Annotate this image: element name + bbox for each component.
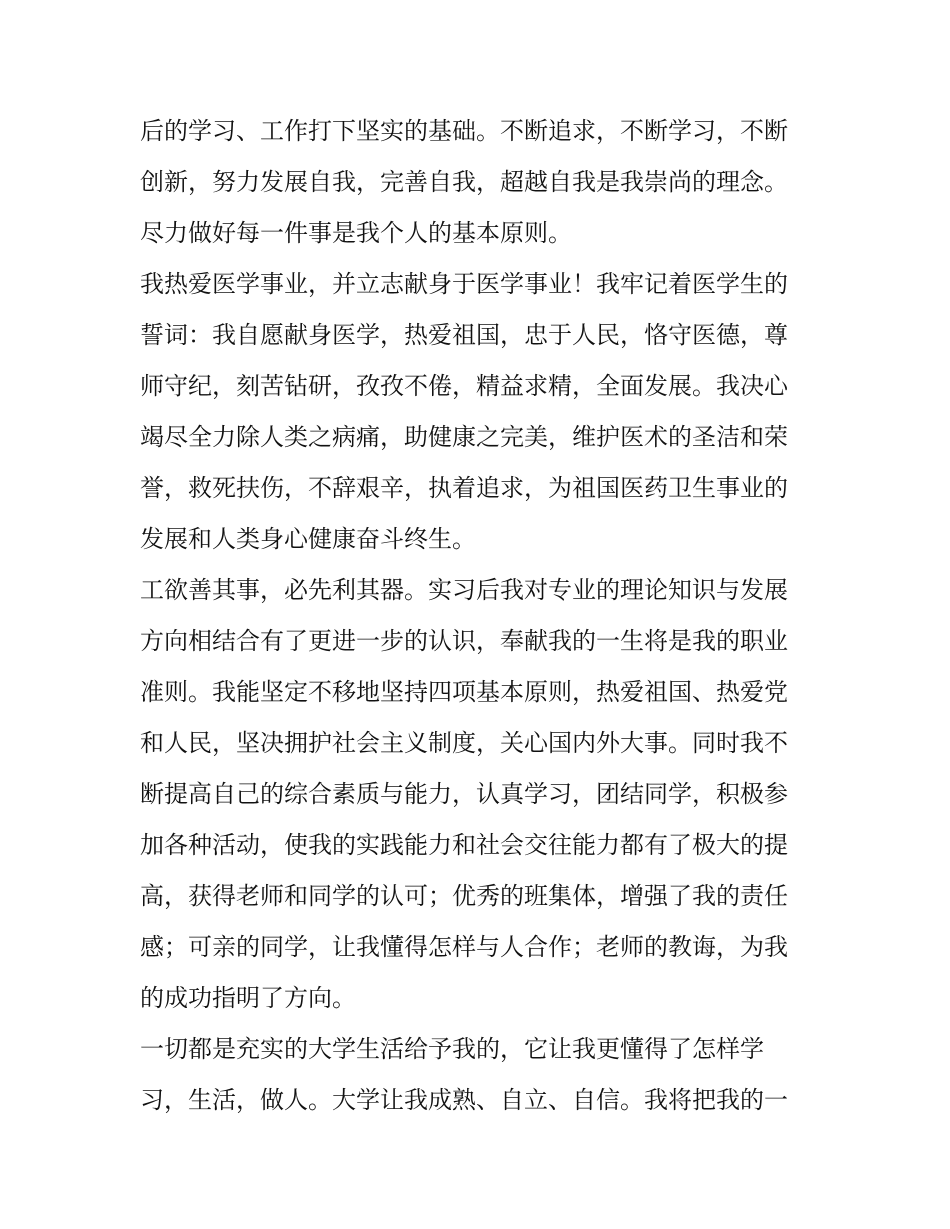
text-line: 竭尽全力除人类之病痛，助健康之完美，维护医术的圣洁和荣 — [140, 423, 788, 451]
text-line: 感；可亲的同学，让我懂得怎样与人合作；老师的教诲，为我 — [140, 933, 788, 961]
paragraph-3 — [140, 565, 820, 1024]
text-line: 习，生活，做人。大学让我成熟、自立、自信。我将把我的一 — [140, 1086, 788, 1114]
text-line: 方向相结合有了更进一步的认识，奉献我的一生将是我的职业 — [140, 627, 788, 655]
text-line: 工欲善其事，必先利其器。实习后我对专业的理论知识与发展 — [140, 576, 788, 604]
text-line: 加各种活动，使我的实践能力和社会交往能力都有了极大的提 — [140, 831, 788, 859]
paragraph-2 — [140, 259, 820, 565]
text-line: 的成功指明了方向。 — [140, 984, 356, 1012]
text-line: 后的学习、工作打下坚实的基础。不断追求，不断学习，不断 — [140, 117, 788, 145]
text-line: 师守纪，刻苦钻研，孜孜不倦，精益求精，全面发展。我决心 — [140, 372, 788, 400]
body-text — [140, 106, 820, 1126]
text-line: 准则。我能坚定不移地坚持四项基本原则，热爱祖国、热爱党 — [140, 678, 788, 706]
text-line: 我热爱医学事业，并立志献身于医学事业！我牢记着医学生的 — [140, 270, 788, 298]
paragraph-1 — [140, 106, 820, 259]
text-line: 断提高自己的综合素质与能力，认真学习，团结同学，积极参 — [140, 780, 788, 808]
text-line: 誓词：我自愿献身医学，热爱祖国，忠于人民，恪守医德，尊 — [140, 321, 788, 349]
text-line: 发展和人类身心健康奋斗终生。 — [140, 525, 476, 553]
text-line: 誉，救死扶伤，不辞艰辛，执着追求，为祖国医药卫生事业的 — [140, 474, 788, 502]
text-line: 和人民，坚决拥护社会主义制度，关心国内外大事。同时我不 — [140, 729, 788, 757]
paragraph-4 — [140, 1024, 820, 1126]
text-line: 创新，努力发展自我，完善自我，超越自我是我崇尚的理念。 — [140, 168, 788, 196]
text-line: 高，获得老师和同学的认可；优秀的班集体，增强了我的责任 — [140, 882, 788, 910]
text-line: 一切都是充实的大学生活给予我的，它让我更懂得了怎样学 — [140, 1035, 764, 1063]
text-line: 尽力做好每一件事是我个人的基本原则。 — [140, 219, 572, 247]
